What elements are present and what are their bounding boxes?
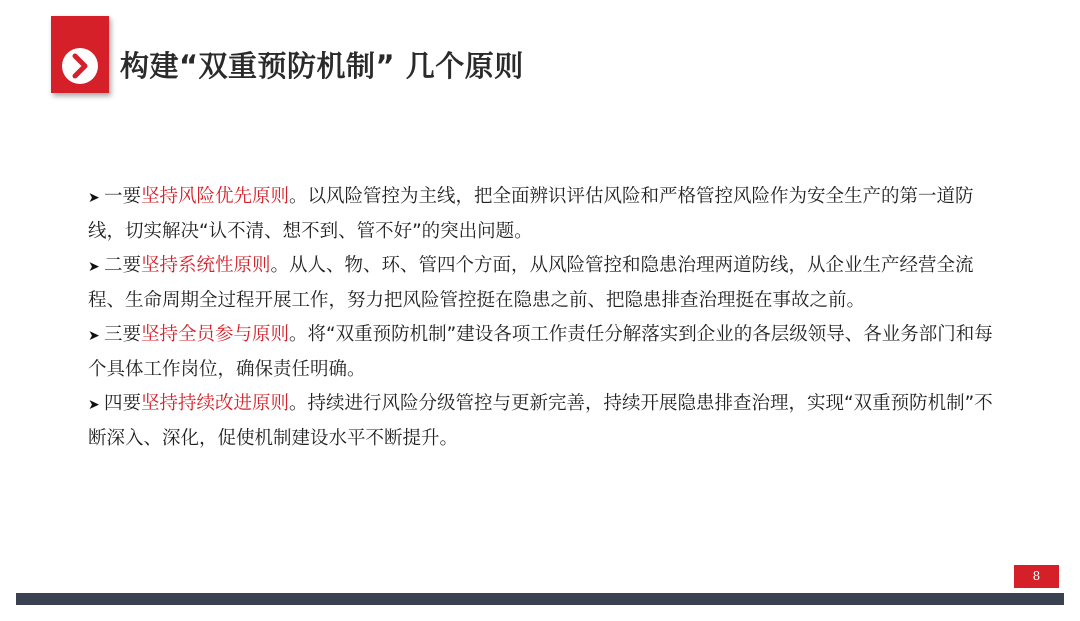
principle-text: 。从人、物、环、管四个方面，从风险管控和隐患治理两道防线，从企业生产经营全流程、生命周期全过程开展工作，努力把风险管控挺在隐患之前、把隐患排查治理挺在事故之前。 [88, 255, 974, 311]
title-badge [51, 16, 109, 93]
principle-text: 。将“双重预防机制”建设各项工作责任分解落实到企业的各层级领导、各业务部门和每个具体工作岗位，确保责任明确。 [88, 324, 993, 380]
principle-text: 。以风险管控为主线，把全面辨识评估风险和严格管控风险作为安全生产的第一道防线，切实解决“认不清、想不到、管不好”的突出问题。 [88, 186, 974, 242]
principle-highlight: 坚持风险优先原则 [141, 186, 290, 207]
principle-highlight: 坚持持续改进原则 [141, 393, 290, 414]
arrowhead-bullet-icon: ➤ [88, 328, 100, 344]
principle-text: 。持续进行风险分级管控与更新完善，持续开展隐患排查治理，实现“双重预防机制”不断深入、深化，促使机制建设水平不断提升。 [88, 393, 993, 449]
principle-prefix: 四要 [104, 393, 142, 414]
principle-prefix: 三要 [104, 324, 142, 345]
principle-item [88, 318, 1008, 387]
principle-item [88, 249, 1008, 318]
principle-highlight: 坚持系统性原则 [141, 255, 271, 276]
arrowhead-bullet-icon: ➤ [88, 190, 100, 206]
chevron-right-icon [51, 16, 109, 93]
principle-item [88, 180, 1008, 249]
principle-item [88, 387, 1008, 456]
arrowhead-bullet-icon: ➤ [88, 259, 100, 275]
page-number: 8 [1014, 565, 1059, 588]
principle-prefix: 二要 [104, 255, 142, 276]
principle-highlight: 坚持全员参与原则 [141, 324, 290, 345]
principle-prefix: 一要 [104, 186, 142, 207]
footer-bar [16, 593, 1064, 605]
principles-list [88, 180, 1008, 456]
arrowhead-bullet-icon: ➤ [88, 397, 100, 413]
page-title: 构建“双重预防机制” 几个原则 [120, 49, 524, 83]
